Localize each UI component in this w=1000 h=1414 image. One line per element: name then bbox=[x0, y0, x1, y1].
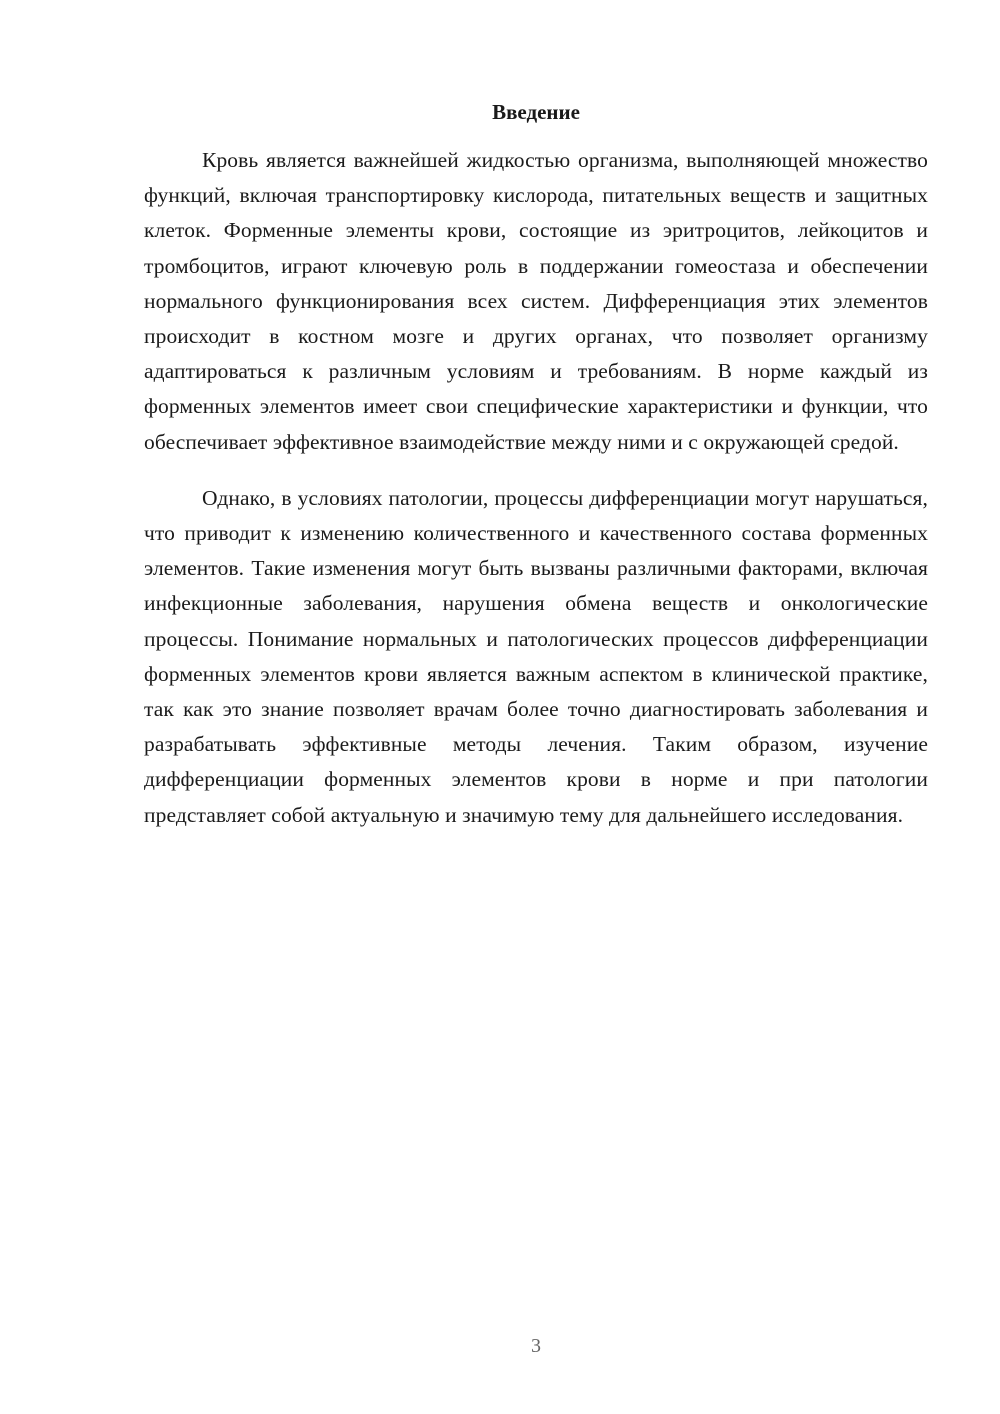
paragraph-2: Однако, в условиях патологии, процессы дифференциации могут нарушаться, что приводит к изменению количественного и качественного состава форменных элементов. Такие изменения могут быть вызваны различными факторами, включая инфекционные заболевания, нарушения обмена веществ и онкологические процессы. Понимание нормальных и патологических процессов дифференциации форменных элементов крови является важным аспектом в клинической практике, так как это знание позволяет врачам более точно диагностировать заболевания и разрабатывать эффективные методы лечения. Таким образом, изучение дифференциации форменных элементов крови в норме и при патологии представляет собой актуальную и значимую тему для дальнейшего исследования. bbox=[144, 485, 928, 827]
paragraph-1: Кровь является важнейшей жидкостью организма, выполняющей множество функций, включая транспортировку кислорода, питательных веществ и защитных клеток. Форменные элементы крови, состоящие из эритроцитов, лейкоцитов и тромбоцитов, играют ключевую роль в поддержании гомеостаза и обеспечении нормального функционирования всех систем. Дифференциация этих элементов происходит в костном мозге и других органах, что позволяет организму адаптироваться к различным условиям и требованиям. В норме каждый из форменных элементов имеет свои специфические характеристики и функции, что обеспечивает эффективное взаимодействие между ними и с окружающей средой. bbox=[144, 148, 928, 454]
page-number: 3 bbox=[531, 1335, 541, 1357]
section-heading: Введение bbox=[492, 100, 580, 124]
document-body bbox=[144, 143, 928, 833]
